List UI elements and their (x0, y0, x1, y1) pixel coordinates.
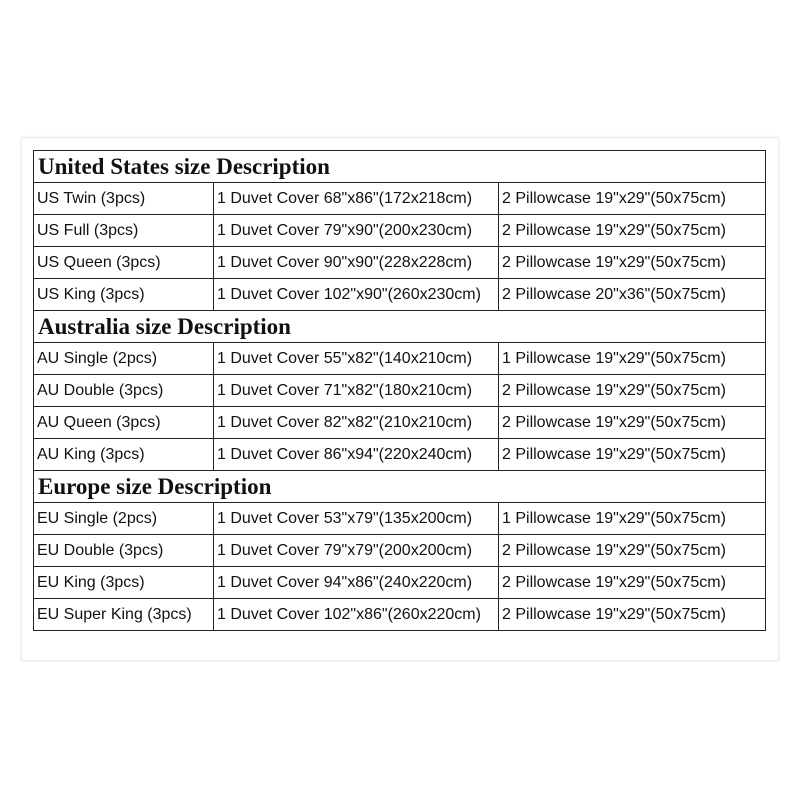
table-row (34, 215, 766, 247)
size-cell: AU Double (3pcs) (34, 375, 214, 407)
duvet-cell: 1 Duvet Cover 102"x86"(260x220cm) (214, 599, 499, 631)
size-cell: EU Super King (3pcs) (34, 599, 214, 631)
table-row (34, 279, 766, 311)
table-row (34, 183, 766, 215)
table-row (34, 439, 766, 471)
size-cell: AU Single (2pcs) (34, 343, 214, 375)
duvet-cell: 1 Duvet Cover 79"x79"(200x200cm) (214, 535, 499, 567)
table-row (34, 535, 766, 567)
size-cell: EU King (3pcs) (34, 567, 214, 599)
section-header-row-us (34, 151, 766, 183)
duvet-cell: 1 Duvet Cover 79"x90"(200x230cm) (214, 215, 499, 247)
pillowcase-cell: 2 Pillowcase 19"x29"(50x75cm) (499, 439, 766, 471)
duvet-cell: 1 Duvet Cover 102"x90"(260x230cm) (214, 279, 499, 311)
size-cell: EU Double (3pcs) (34, 535, 214, 567)
size-cell: US Queen (3pcs) (34, 247, 214, 279)
duvet-cell: 1 Duvet Cover 82"x82"(210x210cm) (214, 407, 499, 439)
table-row (34, 503, 766, 535)
pillowcase-cell: 2 Pillowcase 19"x29"(50x75cm) (499, 215, 766, 247)
table-row (34, 407, 766, 439)
duvet-cell: 1 Duvet Cover 90"x90"(228x228cm) (214, 247, 499, 279)
pillowcase-cell: 2 Pillowcase 19"x29"(50x75cm) (499, 183, 766, 215)
size-cell: AU King (3pcs) (34, 439, 214, 471)
duvet-cell: 1 Duvet Cover 53"x79"(135x200cm) (214, 503, 499, 535)
duvet-cell: 1 Duvet Cover 68"x86"(172x218cm) (214, 183, 499, 215)
duvet-cell: 1 Duvet Cover 86"x94"(220x240cm) (214, 439, 499, 471)
pillowcase-cell: 2 Pillowcase 20"x36"(50x75cm) (499, 279, 766, 311)
section-title-us: United States size Description (34, 151, 766, 183)
size-cell: US King (3pcs) (34, 279, 214, 311)
pillowcase-cell: 2 Pillowcase 19"x29"(50x75cm) (499, 247, 766, 279)
size-cell: US Full (3pcs) (34, 215, 214, 247)
pillowcase-cell: 2 Pillowcase 19"x29"(50x75cm) (499, 407, 766, 439)
section-title-eu: Europe size Description (34, 471, 766, 503)
table-row (34, 599, 766, 631)
size-cell: EU Single (2pcs) (34, 503, 214, 535)
duvet-cell: 1 Duvet Cover 94"x86"(240x220cm) (214, 567, 499, 599)
table-row (34, 375, 766, 407)
table-row (34, 247, 766, 279)
section-header-row-eu (34, 471, 766, 503)
pillowcase-cell: 1 Pillowcase 19"x29"(50x75cm) (499, 343, 766, 375)
table-row (34, 343, 766, 375)
section-header-row-au (34, 311, 766, 343)
pillowcase-cell: 2 Pillowcase 19"x29"(50x75cm) (499, 599, 766, 631)
duvet-cell: 1 Duvet Cover 71"x82"(180x210cm) (214, 375, 499, 407)
pillowcase-cell: 2 Pillowcase 19"x29"(50x75cm) (499, 567, 766, 599)
table-row (34, 567, 766, 599)
pillowcase-cell: 1 Pillowcase 19"x29"(50x75cm) (499, 503, 766, 535)
pillowcase-cell: 2 Pillowcase 19"x29"(50x75cm) (499, 535, 766, 567)
pillowcase-cell: 2 Pillowcase 19"x29"(50x75cm) (499, 375, 766, 407)
duvet-cell: 1 Duvet Cover 55"x82"(140x210cm) (214, 343, 499, 375)
size-cell: AU Queen (3pcs) (34, 407, 214, 439)
size-chart-table (33, 150, 766, 631)
section-title-au: Australia size Description (34, 311, 766, 343)
size-cell: US Twin (3pcs) (34, 183, 214, 215)
